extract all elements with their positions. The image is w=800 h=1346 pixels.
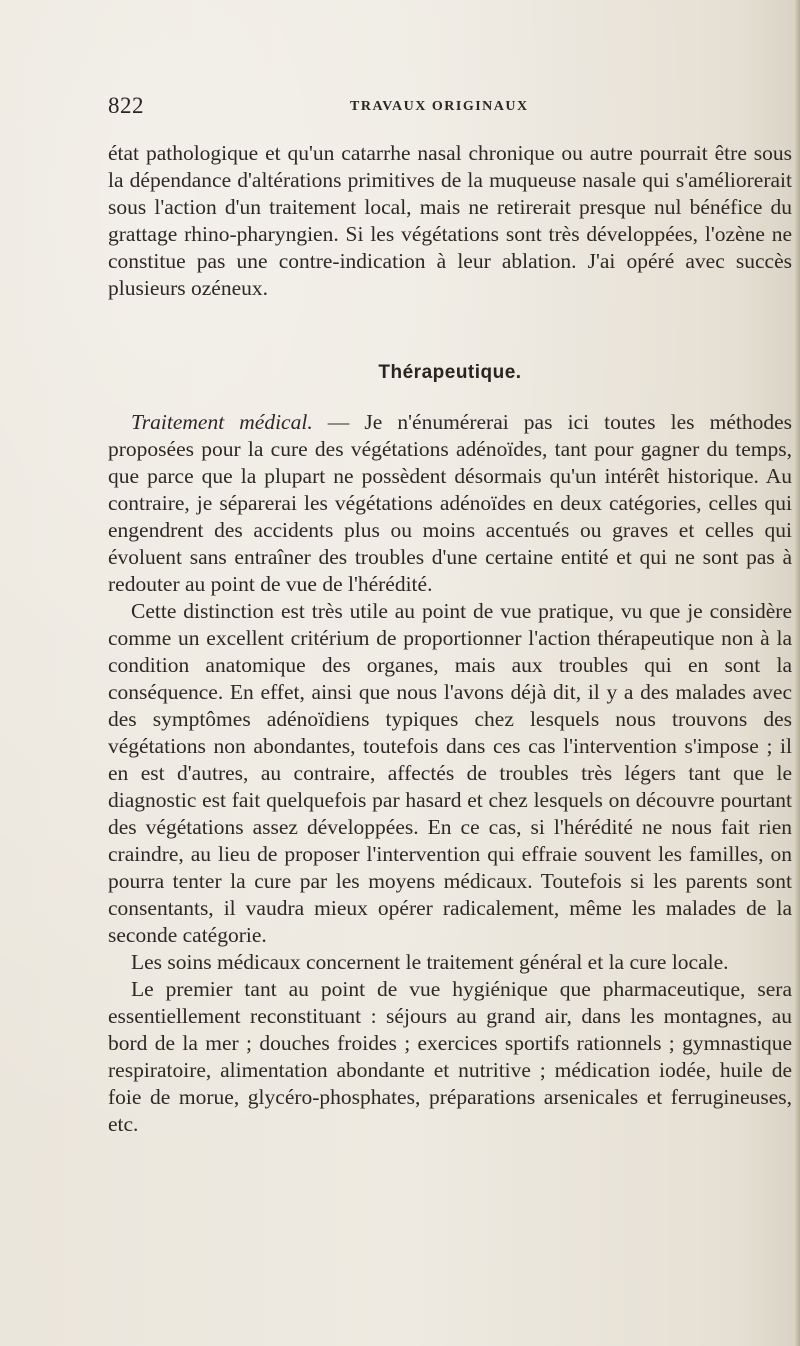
section-heading: Thérapeutique. — [378, 362, 522, 383]
running-title: TRAVAUX ORIGINAUX — [350, 99, 529, 114]
intro-paragraph: état pathologique et qu'un catarrhe nasal chronique ou autre pourrait être sous la dépendance d'altérations primitives de la muqueuse nasale qui s'améliorerait sous l'action d'un traitement local, mais ne retirerait presque nul bénéfice du grattage rhino-pharyngien. Si les végétations sont très développées, l'ozène ne constitue pas une contre-indication à leur ablation. J'ai opéré avec succès plusieurs ozéneux. — [108, 141, 792, 300]
page-number: 822 — [108, 93, 144, 118]
paragraph-2: Cette distinction est très utile au point de vue pratique, vu que je considère comme un excellent critérium de proportionner l'action thérapeutique non à la condition anatomique des organes, mais aux troubles qui en sont la conséquence. En effet, ainsi que nous l'avons déjà dit, il y a des malades avec des symptômes adénoïdiens typiques chez lesquels nous trouvons des végétations non abondantes, toutefois dans ces cas l'intervention s'impose ; il en est d'autres, au contraire, affectés de troubles très légers tant que le diagnostic est fait quelquefois par hasard et chez lesquels on découvre pourtant des végétations assez développées. En ce cas, si l'hérédité ne nous fait rien craindre, au lieu de proposer l'intervention qui effraie souvent les familles, on pourra tenter la cure par les moyens médicaux. Toutefois si les parents sont consentants, il vaudra mieux opérer radicalement, même les malades de la seconde catégorie. — [108, 599, 792, 947]
paragraph-1 — [108, 409, 792, 598]
page-edge-shadow — [794, 0, 800, 1346]
subsection-title: Traitement médical. — [131, 410, 313, 434]
intro-text-block — [108, 140, 792, 302]
main-text-block — [108, 409, 792, 1138]
running-header — [108, 93, 793, 119]
paragraph-4: Le premier tant au point de vue hygiénique que pharmaceutique, sera essentiellement reconstituant : séjours au grand air, dans les montagnes, au bord de la mer ; douches froides ; exercices sportifs rationnels ; gymnastique respiratoire, alimentation abondante et nutritive ; médication iodée, huile de foie de morue, glycéro-phosphates, préparations arsenicales et ferrugineuses, etc. — [108, 977, 792, 1136]
paragraph-1-text: — Je n'énumérerai pas ici toutes les méthodes proposées pour la cure des végétations adénoïdes, tant pour gagner du temps, que parce que la plupart ne possèdent désormais qu'un intérêt historique. Au contraire, je séparerai les végétations adénoïdes en deux catégories, celles qui engendrent des accidents plus ou moins accentués ou graves et celles qui évoluent sans entraîner des troubles d'une certaine entité et qui ne sont pas à redouter au point de vue de l'hérédité. — [108, 410, 792, 596]
paragraph-3: Les soins médicaux concernent le traitement général et la cure locale. — [131, 950, 729, 974]
